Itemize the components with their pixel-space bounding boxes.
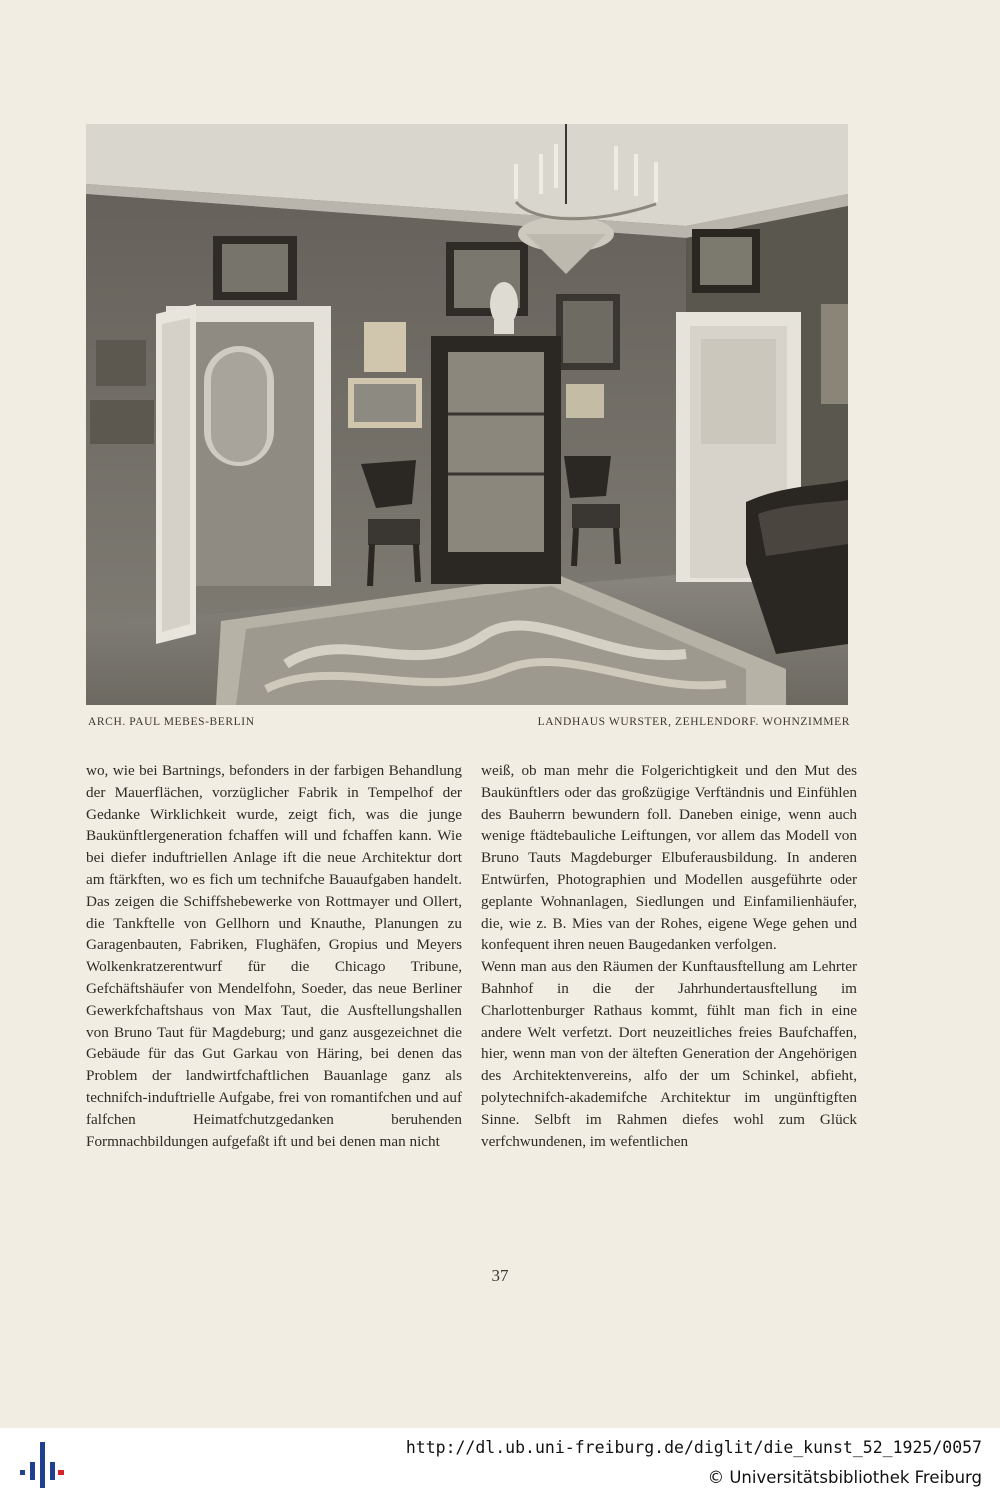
- photo-caption: LANDHAUS WURSTER, ZEHLENDORF. WOHNZIMMER: [537, 716, 850, 728]
- paragraph: weiß, ob man mehr die Folgerichtigkeit und den Mut des Baukünftlers oder das großzügige Verftändnis und Einfühlen des Bauherrn bewundern foll. Daneben einige, wenn auch wenige ftädtebauliche Leiftungen, vor allem das Modell von Bruno Tauts Magdeburger Elbuferausbildung. In anderen Entwürfen, Photographien und Modellen ausgeführte oder geplante Wohnanlagen, Siedlungen und Einfamilienhäufer, die, wie z. B. Mies van der Rohes, eigene Wege gehen und konfequent ihren neuen Baugedanken verfolgen.: [481, 762, 857, 954]
- text-column-left: [86, 760, 462, 1152]
- paragraph: Wenn man aus den Räumen der Kunftausftellung am Lehrter Bahnhof in die der Jahrhundertausftellung im Charlottenburger Rathaus kommt, fühlt man fich in eine andere Welt verfetzt. Dort neuzeitliches freies Baufchaffen, hier, wenn man von der älteften Generation der Angehörigen des Architektenvereins, alfo der um Schinkel, abfieht, polytechnifch-akademifche Architektur im ungünftigften Sinne. Selbft im Rahmen diefes wohl zum Glück verfchwundenen, im wefentlichen: [481, 958, 857, 1150]
- paragraph: wo, wie bei Bartnings, befonders in der farbigen Behandlung der Mauerflächen, vorzüglicher Fabrik in Tempelhof der Gedanke Wirklichkeit wurde, zeigt fich, was die junge Baukünftlergeneration fchaffen will und fchaffen kann. Wie bei diefer induftriellen Anlage ift die neue Architektur dort am ftärkften, wo es fich um technifche Bauaufgaben handelt. Das zeigen die Schiffshebewerke von Rottmayer und Ollert, die Tankftelle von Gellhorn und Knauthe, Planungen zu Garagenbauten, Fabriken, Flughäfen, Gropius und Meyers Wolkenkratzerentwurf für die Chicago Tribune, Gefchäftshäufer von Mendelfohn, Soeder, das neue Berliner Gewerkfchaftshaus von Max Taut, die Ausftellungshallen von Bruno Taut für Magdeburg; und ganz ausgezeichnet die Gebäude für das Gut Garkau von Häring, bei denen das Problem der landwirtfchaftlichen Bauanlage ganz als technifch-induftrielle Aufgabe, frei von romantifchen und auf falfchen Heimatfchutzgedanken beruhenden Formnachbildungen aufgefaßt ift und bei denen man nicht: [86, 762, 462, 1150]
- footer-bar: [0, 1428, 1000, 1499]
- photo-credit: ARCH. PAUL MEBES-BERLIN: [88, 716, 255, 728]
- text-column-right: [481, 760, 857, 1152]
- copyright-notice: © Universitätsbibliothek Freiburg: [707, 1468, 982, 1487]
- interior-photograph: [86, 124, 848, 705]
- page-number: 37: [491, 1266, 509, 1285]
- library-logo-icon: [14, 1440, 64, 1490]
- permalink-link[interactable]: http://dl.ub.uni-freiburg.de/diglit/die_kunst_52_1925/0057: [405, 1438, 982, 1457]
